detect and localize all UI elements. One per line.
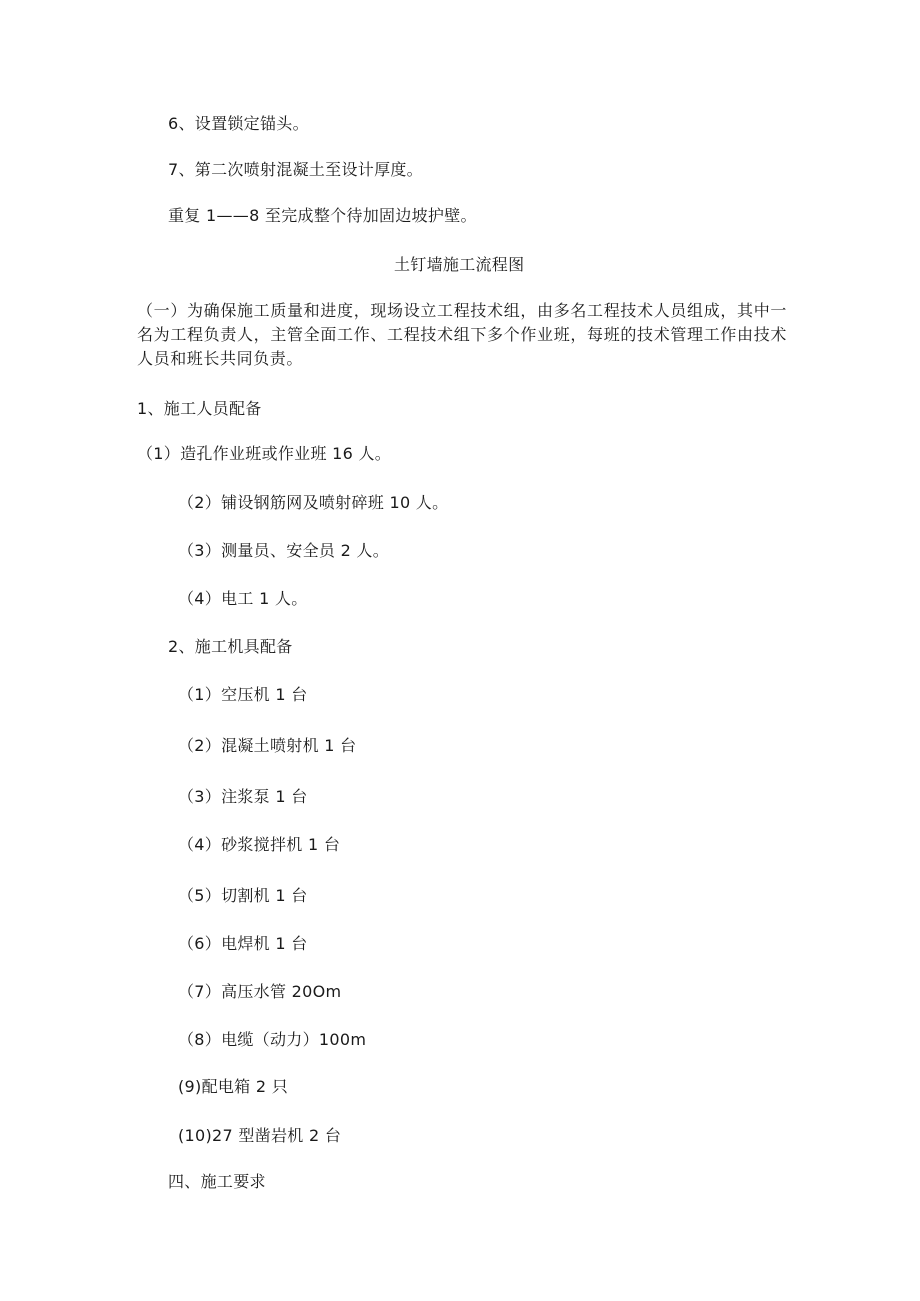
step-7-text: 7、第二次喷射混凝土至设计厚度。 xyxy=(168,160,423,179)
repeat-steps-text: 重复 1——8 至完成整个待加固边坡护壁。 xyxy=(168,206,477,225)
equipment-item-5: （5）切割机 1 台 xyxy=(178,886,308,905)
step-6-text: 6、设置锁定锚头。 xyxy=(168,114,309,133)
section-heading-personnel: 1、施工人员配备 xyxy=(137,399,262,418)
equipment-item-7: （7）高压水管 20Om xyxy=(178,982,342,1001)
equipment-item-6: （6）电焊机 1 台 xyxy=(178,934,308,953)
equipment-item-8: （8）电缆（动力）100m xyxy=(178,1030,367,1049)
equipment-item-9: (9)配电箱 2 只 xyxy=(178,1077,289,1096)
organization-paragraph: （一）为确保施工质量和进度，现场设立工程技术组，由多名工程技术人员组成，其中一名为工程负责人，主管全面工作、工程技术组下多个作业班，每班的技术管理工作由技术人员和班长共同负责。 xyxy=(137,301,787,368)
equipment-item-3: （3）注浆泵 1 台 xyxy=(178,787,308,806)
equipment-item-10: (10)27 型凿岩机 2 台 xyxy=(178,1126,342,1145)
equipment-item-4: （4）砂浆搅拌机 1 台 xyxy=(178,835,341,854)
personnel-item-3: （3）测量员、安全员 2 人。 xyxy=(178,541,390,560)
equipment-item-1: （1）空压机 1 台 xyxy=(178,685,308,704)
equipment-item-2: （2）混凝土喷射机 1 台 xyxy=(178,736,357,755)
figure-caption: 土钉墙施工流程图 xyxy=(394,255,525,274)
personnel-item-2: （2）铺设钢筋网及喷射碎班 10 人。 xyxy=(178,493,449,512)
personnel-item-1: （1）造孔作业班或作业班 16 人。 xyxy=(137,444,392,463)
personnel-item-4: （4）电工 1 人。 xyxy=(178,589,308,608)
section-heading-requirements: 四、施工要求 xyxy=(168,1172,266,1191)
section-heading-equipment: 2、施工机具配备 xyxy=(168,637,293,656)
